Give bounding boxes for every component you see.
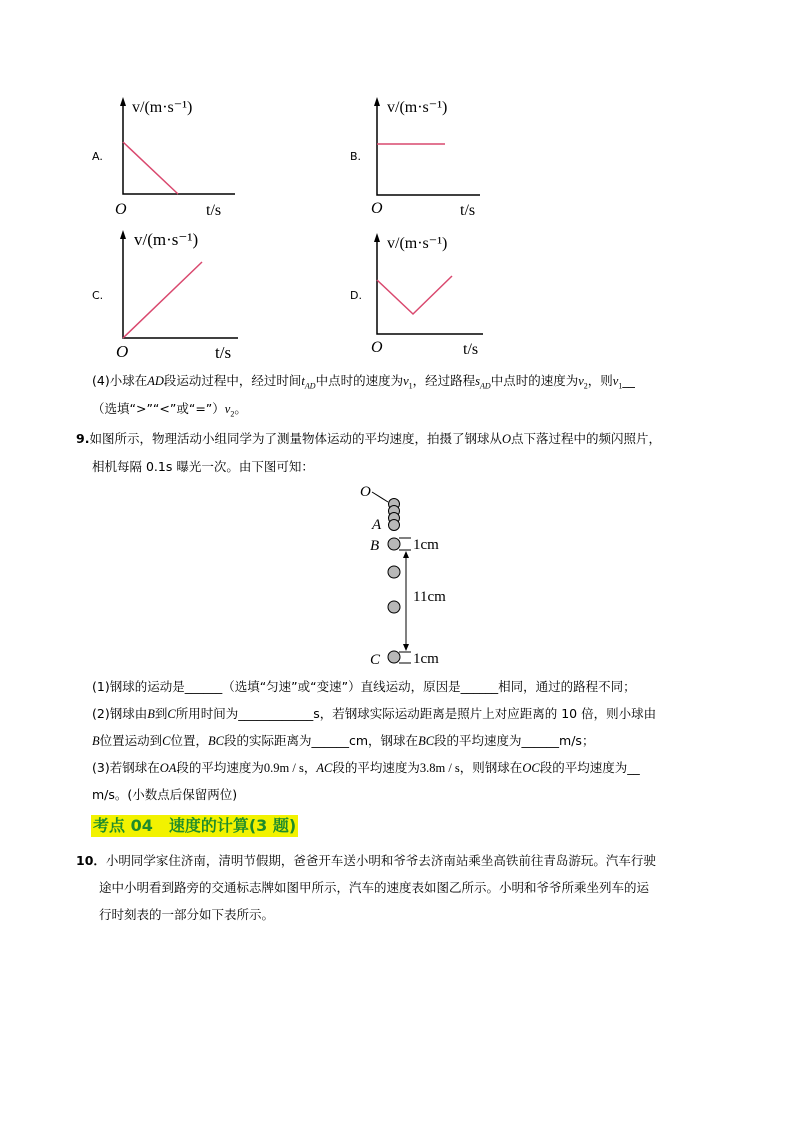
point-o-label: O bbox=[360, 484, 371, 500]
graph-d bbox=[365, 228, 515, 363]
graph-c-axes bbox=[123, 237, 238, 338]
q9-part3-line1: (3)若钢球在OA段的平均速度为0.9m / s，AC段的平均速度为3.8m / s，则钢球在OC段的平均速度为__ bbox=[92, 760, 640, 775]
graph-a-x-label: t/s bbox=[206, 202, 222, 219]
o-pointer bbox=[372, 492, 388, 502]
graph-a-y-arrow bbox=[120, 97, 126, 106]
graph-b-axes bbox=[377, 104, 480, 195]
q9-stem-line1: 9.如图所示，物理活动小组同学为了测量物体运动的平均速度，拍摄了钢球从O点下落过程中的频闪照片， bbox=[76, 431, 662, 446]
q8-part4-line1: (4)小球在AD段运动过程中，经过时间$t_{AD}$中点时的速度为$v_1$，经过路程$s_{AD}$中点时的速度为$v_2$，则$v_1\_\_$ bbox=[92, 373, 635, 391]
option-c-label: C. bbox=[92, 289, 104, 302]
q8-part4-line2: （选填“>”“<”或“$=”)v_2$。 bbox=[92, 401, 247, 419]
option-a-label: A. bbox=[92, 150, 103, 163]
graph-b-y-label: v/(m·s⁻¹) bbox=[387, 99, 448, 116]
graph-a-axes bbox=[123, 104, 235, 194]
graph-b-x-label: t/s bbox=[460, 202, 476, 219]
graph-a bbox=[110, 92, 260, 222]
graph-d-origin: O bbox=[371, 339, 383, 356]
option-d-label: D. bbox=[350, 289, 362, 302]
ball bbox=[388, 601, 400, 613]
graph-b-y-arrow bbox=[374, 97, 380, 106]
graph-d-y-label: v/(m·s⁻¹) bbox=[387, 235, 448, 252]
dim-arrow-down bbox=[403, 644, 409, 651]
q9-part2-line2: B位置运动到C位置，BC段的实际距离为______cm，钢球在BC段的平均速度为______m/s； bbox=[92, 733, 595, 748]
graph-d-line bbox=[377, 276, 452, 314]
ball bbox=[389, 520, 400, 531]
topic-heading: 考点 04 速度的计算(3 题) bbox=[93, 816, 297, 835]
option-b-label: B. bbox=[350, 150, 362, 163]
graph-c-y-label: v/(m·s⁻¹) bbox=[134, 230, 199, 249]
q10-line1: 10．小明同学家住济南，清明节假期，爸爸开车送小明和爷爷去济南站乘坐高铁前往青岛游玩。汽车行驶 bbox=[76, 853, 656, 868]
graph-d-x-label: t/s bbox=[463, 341, 479, 358]
graph-a-line bbox=[123, 142, 178, 194]
q9-part3-line2: m/s。(小数点后保留两位) bbox=[92, 787, 238, 802]
point-c-label: C bbox=[370, 652, 381, 668]
graph-a-y-label: v/(m·s⁻¹) bbox=[132, 99, 193, 116]
q9-part2-line1: (2)钢球由B到C所用时间为____________s，若钢球实际运动距离是照片上对应距离的 10 倍，则小球由 bbox=[92, 706, 657, 721]
dist-1cm-bottom: 1cm bbox=[413, 651, 439, 667]
q9-part1: (1)钢球的运动是______（选填“匀速”或“变速”）直线运动，原因是______相同，通过的路程不同； bbox=[92, 679, 636, 694]
ball-c bbox=[388, 651, 400, 663]
graph-a-origin: O bbox=[115, 201, 127, 218]
dist-11cm: 11cm bbox=[413, 589, 446, 605]
graph-b bbox=[365, 92, 515, 222]
point-a-label: A bbox=[372, 517, 382, 533]
graph-b-origin: O bbox=[371, 200, 383, 217]
q10-line3: 行时刻表的一部分如下表所示。 bbox=[99, 907, 275, 922]
graph-c-x-label: t/s bbox=[215, 343, 232, 362]
graph-c bbox=[110, 225, 260, 365]
q9-stem-line2: 相机每隔 0.1s 曝光一次。由下图可知： bbox=[92, 459, 314, 474]
ball bbox=[388, 566, 400, 578]
graph-c-y-arrow bbox=[120, 230, 126, 239]
graph-c-origin: O bbox=[116, 342, 129, 361]
q10-line2: 途中小明看到路旁的交通标志牌如图甲所示，汽车的速度表如图乙所示。小明和爷爷所乘坐列车的运 bbox=[99, 880, 650, 895]
graph-d-axes bbox=[377, 240, 483, 334]
q9-strobe-figure bbox=[355, 478, 465, 673]
dim-arrow-up bbox=[403, 551, 409, 558]
graph-c-line bbox=[123, 262, 202, 338]
point-b-label: B bbox=[370, 538, 380, 554]
ball-b bbox=[388, 538, 400, 550]
graph-d-y-arrow bbox=[374, 233, 380, 242]
dist-1cm-top: 1cm bbox=[413, 537, 439, 553]
